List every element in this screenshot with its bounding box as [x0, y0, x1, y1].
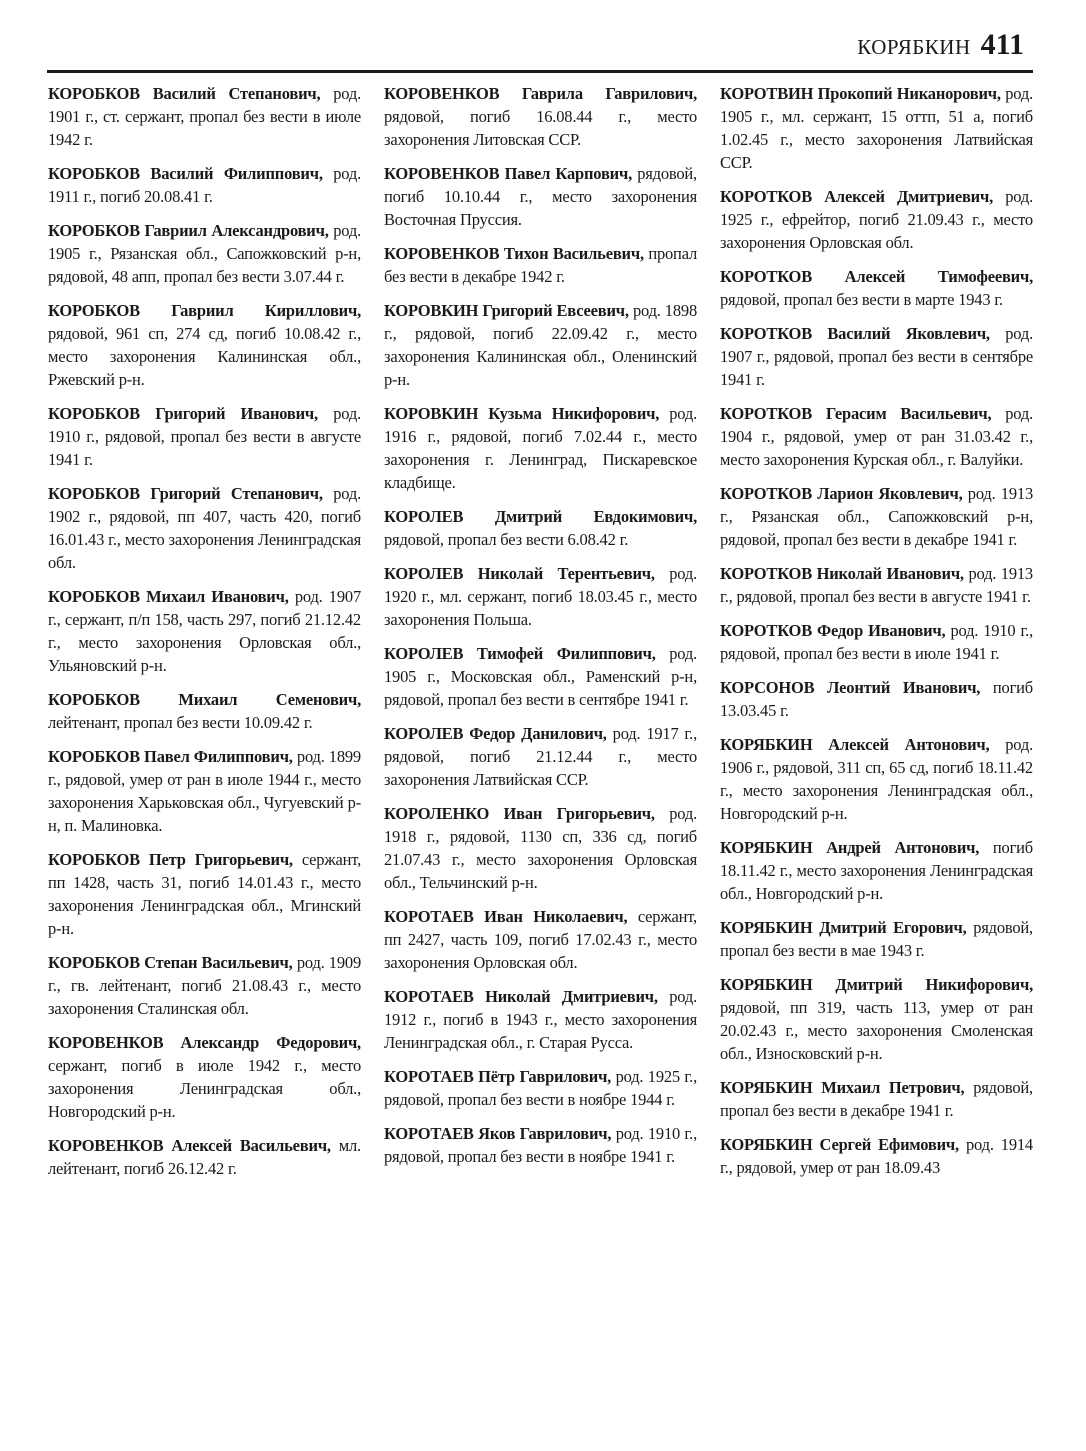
- page-number: 411: [980, 28, 1024, 61]
- list-item: [48, 1134, 361, 1180]
- person-name: КОРОБКОВ Василий Степанович,: [48, 84, 321, 103]
- person-name: КОРОЛЕВ Федор Данилович,: [384, 724, 607, 743]
- entry-details: род. 1910 г., рядовой, пропал без вести в июле 1941 г.: [720, 621, 1033, 663]
- person-name: КОРОЛЕВ Тимофей Филиппович,: [384, 644, 656, 663]
- entry-details: род. 1920 г., мл. сержант, погиб 18.03.45 г., место захоронения Польша.: [384, 564, 697, 629]
- entry-details: род. 1918 г., рядовой, 1130 сп, 336 сд, погиб 21.07.43 г., место захоронения Орловская обл., Тельчинский р-н.: [384, 804, 697, 892]
- entry-details: род. 1905 г., мл. сержант, 15 оттп, 51 а, погиб 1.02.45 г., место захоронения Латвийская ССР.: [720, 84, 1033, 172]
- entry-details: погиб 18.11.42 г., место захоронения Ленинградская обл., Новгородский р-н.: [720, 838, 1033, 903]
- list-item: [720, 185, 1033, 254]
- list-item: [384, 722, 697, 791]
- entry-details: род. 1925 г., ефрейтор, погиб 21.09.43 г., место захоронения Орловская обл.: [720, 187, 1033, 252]
- person-name: КОРОВКИН Кузьма Никифорович,: [384, 404, 660, 423]
- person-name: КОРОТВИН Прокопий Никанорович,: [720, 84, 1001, 103]
- entry-details: рядовой, погиб 10.10.44 г., место захоронения Восточная Пруссия.: [384, 164, 697, 229]
- list-item: [720, 619, 1033, 665]
- entry-details: род. 1912 г., погиб в 1943 г., место захоронения Ленинградская обл., г. Старая Русса.: [384, 987, 697, 1052]
- entry-details: род. 1907 г., рядовой, пропал без вести в сентябре 1941 г.: [720, 324, 1033, 389]
- entry-details: лейтенант, пропал без вести 10.09.42 г.: [48, 713, 313, 732]
- person-name: КОРОТКОВ Федор Иванович,: [720, 621, 946, 640]
- page-header: [857, 28, 1024, 62]
- entry-details: род. 1907 г., сержант, п/п 158, часть 297, погиб 21.12.42 г., место захоронения Орловская обл., Ульяновский р-н.: [48, 587, 361, 675]
- entry-details: род. 1925 г., рядовой, пропал без вести в ноябре 1944 г.: [384, 1067, 697, 1109]
- header-rule: [47, 70, 1033, 73]
- entry-details: род. 1909 г., гв. лейтенант, погиб 21.08.43 г., место захоронения Сталинская обл.: [48, 953, 361, 1018]
- entry-details: мл. лейтенант, погиб 26.12.42 г.: [48, 1136, 361, 1178]
- person-name: КОРОБКОВ Гавриил Александрович,: [48, 221, 329, 240]
- person-name: КОРОБКОВ Степан Васильевич,: [48, 953, 293, 972]
- list-item: [48, 82, 361, 151]
- entry-details: род. 1902 г., рядовой, пп 407, часть 420, погиб 16.01.43 г., место захоронения Ленинградская обл.: [48, 484, 361, 572]
- person-name: КОРОТАЕВ Николай Дмитриевич,: [384, 987, 658, 1006]
- list-item: [720, 1076, 1033, 1122]
- person-name: КОРЯБКИН Михаил Петрович,: [720, 1078, 965, 1097]
- entry-columns: [48, 82, 1033, 1191]
- person-name: КОРОЛЕНКО Иван Григорьевич,: [384, 804, 655, 823]
- person-name: КОРЯБКИН Андрей Антонович,: [720, 838, 980, 857]
- person-name: КОРОВЕНКОВ Александр Федорович,: [48, 1033, 361, 1052]
- entry-details: сержант, пп 2427, часть 109, погиб 17.02.43 г., место захоронения Орловская обл.: [384, 907, 697, 972]
- person-name: КОРОВКИН Григорий Евсеевич,: [384, 301, 629, 320]
- person-name: КОРСОНОВ Леонтий Иванович,: [720, 678, 981, 697]
- list-item: [720, 836, 1033, 905]
- person-name: КОРОТКОВ Алексей Дмитриевич,: [720, 187, 994, 206]
- list-item: [384, 1065, 697, 1111]
- person-name: КОРЯБКИН Сергей Ефимович,: [720, 1135, 959, 1154]
- column-1: [48, 82, 361, 1191]
- person-name: КОРОТКОВ Алексей Тимофеевич,: [720, 267, 1033, 286]
- entry-details: род. 1913 г., рядовой, пропал без вести в августе 1941 г.: [720, 564, 1033, 606]
- person-name: КОРЯБКИН Дмитрий Никифорович,: [720, 975, 1033, 994]
- list-item: [384, 82, 697, 151]
- list-item: [48, 848, 361, 940]
- entry-details: род. 1917 г., рядовой, погиб 21.12.44 г., место захоронения Латвийская ССР.: [384, 724, 697, 789]
- entry-details: рядовой, пропал без вести в мае 1943 г.: [720, 918, 1033, 960]
- list-item: [720, 916, 1033, 962]
- list-item: [384, 985, 697, 1054]
- entry-details: рядовой, 961 сп, 274 сд, погиб 10.08.42 г., место захоронения Калининская обл., Ржевский р-н.: [48, 324, 361, 389]
- person-name: КОРОЛЕВ Николай Терентьевич,: [384, 564, 655, 583]
- list-item: [384, 242, 697, 288]
- list-item: [384, 802, 697, 894]
- entry-details: погиб 13.03.45 г.: [720, 678, 1033, 720]
- person-name: КОРОТАЕВ Пётр Гаврилович,: [384, 1067, 612, 1086]
- list-item: [720, 973, 1033, 1065]
- list-item: [48, 482, 361, 574]
- person-name: КОРОТКОВ Василий Яковлевич,: [720, 324, 990, 343]
- running-head: КОРЯБКИН: [857, 35, 971, 59]
- entry-details: сержант, пп 1428, часть 31, погиб 14.01.43 г., место захоронения Ленинградская обл., Мгинский р-н.: [48, 850, 361, 938]
- person-name: КОРОБКОВ Григорий Иванович,: [48, 404, 318, 423]
- entry-details: род. 1914 г., рядовой, умер от ран 18.09.43: [720, 1135, 1033, 1177]
- list-item: [48, 162, 361, 208]
- person-name: КОРОЛЕВ Дмитрий Евдокимович,: [384, 507, 697, 526]
- entry-details: род. 1910 г., рядовой, пропал без вести в ноябре 1941 г.: [384, 1124, 697, 1166]
- list-item: [384, 642, 697, 711]
- list-item: [384, 299, 697, 391]
- entry-details: рядовой, пп 319, часть 113, умер от ран 20.02.43 г., место захоронения Смоленская обл., Износковский р-н.: [720, 998, 1033, 1063]
- entry-details: пропал без вести в декабре 1942 г.: [384, 244, 697, 286]
- list-item: [720, 1133, 1033, 1179]
- list-item: [720, 733, 1033, 825]
- person-name: КОРОВЕНКОВ Алексей Васильевич,: [48, 1136, 331, 1155]
- list-item: [384, 505, 697, 551]
- person-name: КОРОВЕНКОВ Павел Карпович,: [384, 164, 632, 183]
- entry-details: род. 1904 г., рядовой, умер от ран 31.03.42 г., место захоронения Курская обл., г. Валуйки.: [720, 404, 1033, 469]
- list-item: [384, 905, 697, 974]
- list-item: [720, 482, 1033, 551]
- list-item: [48, 688, 361, 734]
- person-name: КОРЯБКИН Алексей Антонович,: [720, 735, 990, 754]
- column-2: [384, 82, 697, 1191]
- person-name: КОРОБКОВ Василий Филиппович,: [48, 164, 323, 183]
- column-3: [720, 82, 1033, 1191]
- person-name: КОРОВЕНКОВ Гаврила Гаврилович,: [384, 84, 697, 103]
- entry-details: род. 1910 г., рядовой, пропал без вести в августе 1941 г.: [48, 404, 361, 469]
- list-item: [720, 322, 1033, 391]
- person-name: КОРЯБКИН Дмитрий Егорович,: [720, 918, 967, 937]
- list-item: [48, 585, 361, 677]
- entry-details: род. 1911 г., погиб 20.08.41 г.: [48, 164, 361, 206]
- entry-details: род. 1905 г., Московская обл., Раменский р-н, рядовой, пропал без вести в сентябре 1941 г.: [384, 644, 697, 709]
- person-name: КОРОБКОВ Михаил Семенович,: [48, 690, 361, 709]
- list-item: [720, 676, 1033, 722]
- list-item: [720, 265, 1033, 311]
- entry-details: род. 1898 г., рядовой, погиб 22.09.42 г., место захоронения Калининская обл., Оленинский р-н.: [384, 301, 697, 389]
- person-name: КОРОТАЕВ Иван Николаевич,: [384, 907, 628, 926]
- person-name: КОРОБКОВ Григорий Степанович,: [48, 484, 323, 503]
- list-item: [720, 82, 1033, 174]
- list-item: [384, 402, 697, 494]
- list-item: [384, 1122, 697, 1168]
- person-name: КОРОТКОВ Герасим Васильевич,: [720, 404, 992, 423]
- entry-details: род. 1913 г., Рязанская обл., Сапожковский р-н, рядовой, пропал без вести в декабре 1941 г.: [720, 484, 1033, 549]
- entry-details: рядовой, пропал без вести в декабре 1941 г.: [720, 1078, 1033, 1120]
- entry-details: рядовой, погиб 16.08.44 г., место захоронения Литовская ССР.: [384, 107, 697, 149]
- person-name: КОРОБКОВ Михаил Иванович,: [48, 587, 289, 606]
- list-item: [48, 402, 361, 471]
- entry-details: рядовой, пропал без вести в марте 1943 г.: [720, 290, 1003, 309]
- entry-details: рядовой, пропал без вести 6.08.42 г.: [384, 530, 629, 549]
- list-item: [720, 402, 1033, 471]
- list-item: [384, 562, 697, 631]
- list-item: [384, 162, 697, 231]
- person-name: КОРОБКОВ Петр Григорьевич,: [48, 850, 293, 869]
- person-name: КОРОТКОВ Ларион Яковлевич,: [720, 484, 963, 503]
- entry-details: род. 1916 г., рядовой, погиб 7.02.44 г., место захоронения г. Ленинград, Пискаревское кладбище.: [384, 404, 697, 492]
- list-item: [48, 299, 361, 391]
- list-item: [720, 562, 1033, 608]
- list-item: [48, 951, 361, 1020]
- person-name: КОРОТАЕВ Яков Гаврилович,: [384, 1124, 612, 1143]
- entry-details: род. 1899 г., рядовой, умер от ран в июле 1944 г., место захоронения Харьковская обл., Чугуевский р-н, п. Малиновка.: [48, 747, 361, 835]
- entry-details: сержант, погиб в июле 1942 г., место захоронения Ленинградская обл., Новгородский р-н.: [48, 1056, 361, 1121]
- list-item: [48, 219, 361, 288]
- entry-details: род. 1905 г., Рязанская обл., Сапожковский р-н, рядовой, 48 апп, пропал без вести 3.07.44 г.: [48, 221, 361, 286]
- entry-details: род. 1901 г., ст. сержант, пропал без вести в июле 1942 г.: [48, 84, 361, 149]
- person-name: КОРОБКОВ Гавриил Кириллович,: [48, 301, 361, 320]
- list-item: [48, 745, 361, 837]
- person-name: КОРОБКОВ Павел Филиппович,: [48, 747, 293, 766]
- list-item: [48, 1031, 361, 1123]
- person-name: КОРОВЕНКОВ Тихон Васильевич,: [384, 244, 644, 263]
- entry-details: род. 1906 г., рядовой, 311 сп, 65 сд, погиб 18.11.42 г., место захоронения Ленинградская обл., Новгородский р-н.: [720, 735, 1033, 823]
- person-name: КОРОТКОВ Николай Иванович,: [720, 564, 964, 583]
